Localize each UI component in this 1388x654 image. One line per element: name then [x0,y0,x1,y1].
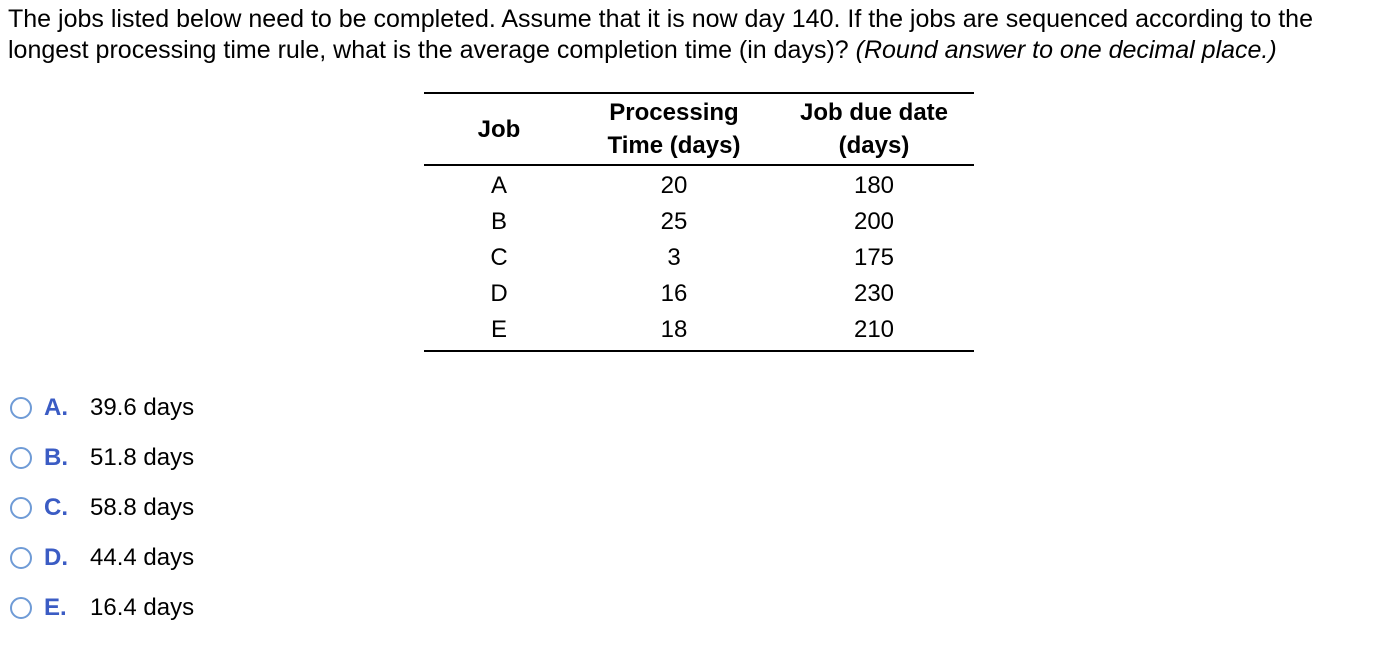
header-due-date: Job due date (days) [799,99,949,159]
cell-processing: 16 [660,280,688,307]
choice-letter: E. [44,594,67,621]
answer-choices [10,383,194,633]
choice-text: 51.8 days [90,444,195,471]
cell-processing: 25 [660,208,688,235]
choice-a[interactable] [10,383,194,433]
cell-processing: 3 [667,244,681,271]
header-processing-time: Processing Time (days) [607,99,741,159]
jobs-table [424,92,974,352]
table-row [424,276,974,312]
cell-due: 210 [853,316,895,343]
choice-c[interactable] [10,483,194,533]
choice-text: 58.8 days [90,494,195,521]
cell-processing: 18 [660,316,688,343]
choice-b[interactable] [10,433,194,483]
radio-button-e[interactable] [10,597,32,619]
cell-due: 200 [853,208,895,235]
cell-job: D [490,280,508,307]
choice-e[interactable] [10,583,194,633]
cell-processing: 20 [660,172,688,199]
cell-job: B [490,208,507,235]
choice-letter: B. [44,444,68,471]
table-header-row [424,93,974,165]
choice-text: 16.4 days [90,594,195,621]
cell-job: C [490,244,508,271]
choice-letter: A. [44,394,68,421]
radio-button-c[interactable] [10,497,32,519]
radio-button-d[interactable] [10,547,32,569]
table-row [424,204,974,240]
choice-text: 39.6 days [90,394,195,421]
header-job: Job [477,115,521,143]
question-hint: (Round answer to one decimal place.) [855,36,1277,64]
cell-due: 180 [853,172,895,199]
radio-button-a[interactable] [10,397,32,419]
choice-letter: D. [44,544,68,571]
cell-due: 230 [853,280,895,307]
question-prompt [8,4,1378,66]
table-row [424,240,974,276]
table-row [424,165,974,204]
choice-d[interactable] [10,533,194,583]
cell-job: E [490,316,507,343]
choice-text: 44.4 days [90,544,195,571]
cell-job: A [490,172,507,199]
cell-due: 175 [853,244,895,271]
table-row [424,312,974,351]
choice-letter: C. [44,494,68,521]
question-main-text: The jobs listed below need to be completed. Assume that it is now day 140. If the jobs are sequenced according to the longest processing time rule, what is the average completion time (in days)? [8,5,1313,64]
radio-button-b[interactable] [10,447,32,469]
